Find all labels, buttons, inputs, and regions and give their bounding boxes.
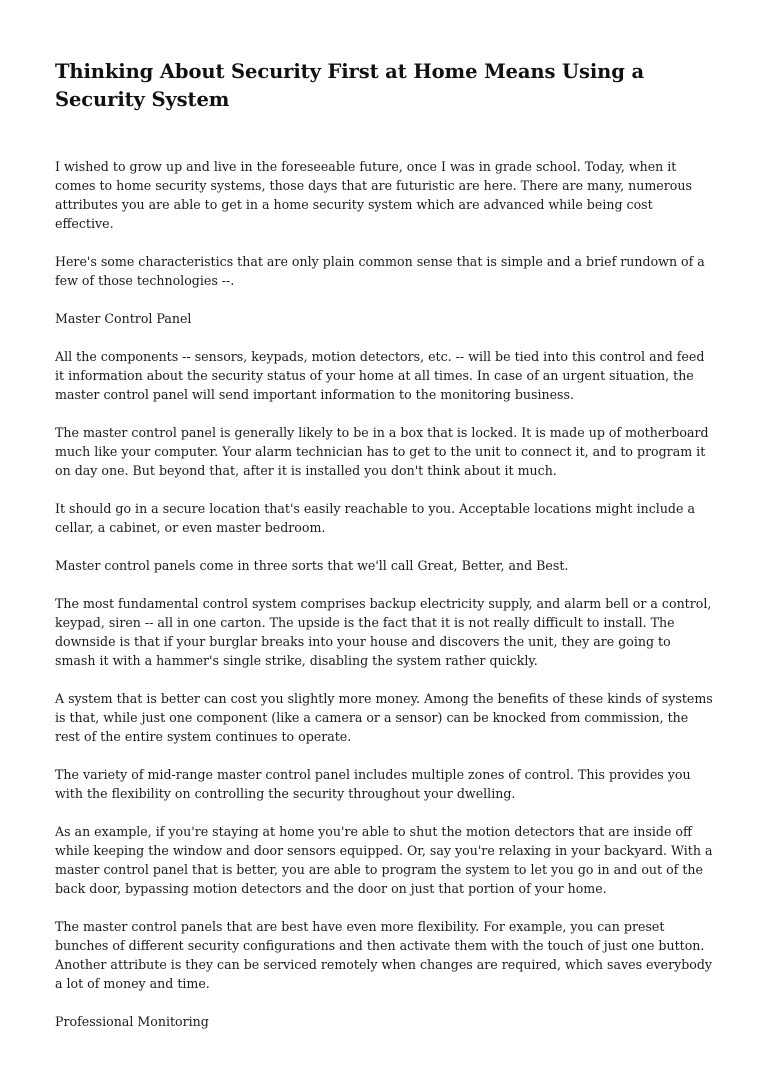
paragraph-three-sorts: Master control panels come in three sorts that we'll call Great, Better, and Best. [55,558,569,573]
paragraph-characteristics: Here's some characteristics that are only plain common sense that is simple and a brief rundown of a few of those technologies --. [55,254,705,288]
paragraph-locked-box: The master control panel is generally likely to be in a box that is locked. It is made up of motherboard much like your computer. Your alarm technician has to get to the unit to connect it, and to program it on day one. But beyond that, after it is installed you don't think about it much. [55,425,709,478]
section-heading-master-control-panel: Master Control Panel [55,311,192,326]
section-heading-professional-monitoring: Professional Monitoring [55,1014,209,1029]
paragraph-components: All the components -- sensors, keypads, motion detectors, etc. -- will be tied into this control and feed it information about the security status of your home at all times. In case of an urgent situation, the master control panel will send important information to the monitoring business. [55,349,705,402]
paragraph-mid-range: The variety of mid-range master control panel includes multiple zones of control. This provides you with the flexibility on controlling the security throughout your dwelling. [55,767,691,801]
paragraph-example: As an example, if you're staying at home you're able to shut the motion detectors that are inside off while keeping the window and door sensors equipped. Or, say you're relaxing in your backyard. With a master control panel that is better, you are able to program the system to let you go in and out of the back door, bypassing motion detectors and the door on just that portion of your home. [55,824,713,896]
document-title: Thinking About Security First at Home Means Using a Security System [55,60,644,111]
paragraph-best-panels: The master control panels that are best have even more flexibility. For example, you can preset bunches of different security configurations and then activate them with the touch of just one button. Another attribute is they can be serviced remotely when changes are required, which saves everybody a lot of money and time. [55,919,713,991]
paragraph-fundamental-system: The most fundamental control system comprises backup electricity supply, and alarm bell or a control, keypad, siren -- all in one carton. The upside is the fact that it is not really difficult to install. The downside is that if your burglar breaks into your house and discovers the unit, they are going to smash it with a hammer's single strike, disabling the system rather quickly. [55,596,712,668]
paragraph-better-system: A system that is better can cost you slightly more money. Among the benefits of these kinds of systems is that, while just one component (like a camera or a sensor) can be knocked from commission, the rest of the entire system continues to operate. [55,691,713,744]
paragraph-secure-location: It should go in a secure location that's easily reachable to you. Acceptable locations might include a cellar, a cabinet, or even master bedroom. [55,501,695,535]
document-page [55,58,715,1050]
paragraph-intro: I wished to grow up and live in the foreseeable future, once I was in grade school. Today, when it comes to home security systems, those days that are futuristic are here. There are many, numerous attributes you are able to get in a home security system which are advanced while being cost effective. [55,159,692,231]
